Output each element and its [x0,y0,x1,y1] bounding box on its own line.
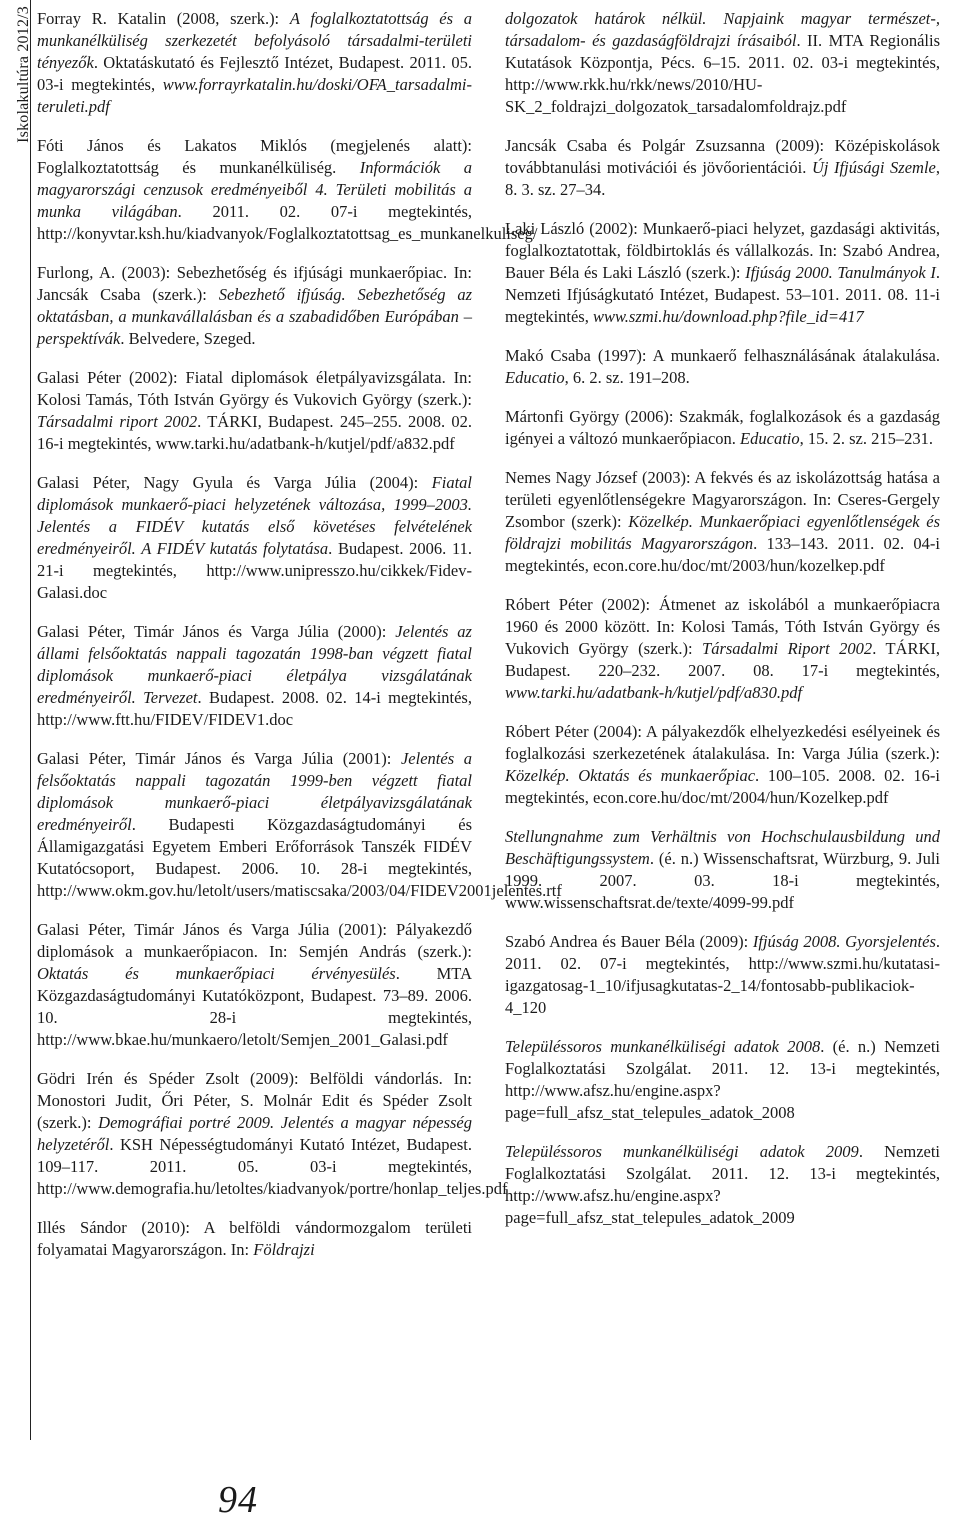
reference-entry [505,218,940,328]
reference-text: Makó Csaba (1997): A munkaerő felhasználásának átalakulása. [505,346,940,365]
reference-text: . Budapest. 2006. 11. 21-i megtekintés, http://www.unipresszo.hu/cikkek/Fidev-Galasi.doc [37,539,472,602]
reference-title: Társadalmi riport 2002 [37,412,198,431]
reference-title: Educatio [505,368,565,387]
reference-text: . Oktatáskutató és Fejlesztő Intézet, Budapest. 2011. 05. 03-i megtekintés, [37,53,472,94]
reference-title: Információk a magyarországi cenzusok eredményeiből 4. Területi mobilitás a munka világában [37,158,472,221]
reference-text: . TÁRKI, Budapest. 245–255. 2008. 02. 16-i megtekintés, www.tarki.hu/adatbank-h/kutjel/pdf/a832.pdf [37,412,472,453]
reference-entry [505,931,940,1019]
reference-entry [37,621,472,731]
reference-text: . (é. n.) Wissenschaftsrat, Würzburg, 9. Juli 1999. 2007. 03. 18-i megtekintés, www.wissenschaftsrat.de/texte/4099-99.pdf [505,849,940,912]
reference-entry [37,919,472,1051]
reference-title: Ifjúság 2000. Tanulmányok I [745,263,936,282]
reference-title: Fiatal diplomások munkaerő-piaci helyzetének változása, 1999–2003. Jelentés a FIDÉV kutatás első követéses felvételének eredményeiről. A FIDÉV kutatás folytatása [37,473,472,558]
reference-text: . Budapest. 2008. 02. 14-i megtekintés, http://www.ftt.hu/FIDEV/FIDEV1.doc [37,688,472,729]
reference-entry [37,472,472,604]
reference-text: Fóti János és Lakatos Miklós (megjelenés alatt): Foglalkoztatottság és munkanélküliség. [37,136,472,177]
reference-text: . 133–143. 2011. 02. 04-i megtekintés, econ.core.hu/doc/mt/2003/hun/kozelkep.pdf [505,534,940,575]
reference-text: . (é. n.) Nemzeti Foglalkoztatási Szolgálat. 2011. 12. 13-i megtekintés, http://www.afsz.hu/engine.aspx?page=full_afsz_stat_telepules_adatok_2008 [505,1037,941,1122]
reference-text: Galasi Péter, Timár János és Varga Júlia (2001): Pályakezdő diplomások a munkaerőpiacon. In: Semjén András (szerk.): [37,920,472,961]
page-number: 94 [218,1479,258,1521]
reference-text: Róbert Péter (2002): Átmenet az iskolából a munkaerőpiacra 1960 és 2000 között. In: Kolosi Tamás, Tóth István György és Vukovich György (szerk.): [505,595,940,658]
reference-entry [37,262,472,350]
reference-entry [505,826,940,914]
reference-text: . Budapesti Közgazdaságtudományi és Államigazgatási Egyetem Emberi Erőforrások Tanszék FIDÉV Kutatócsoport, Budapest. 2006. 10. 28-i megtekintés, http://www.okm.gov.hu/letolt/users/matiscsaka/2003/04/FIDEV2001jelentes.rtf [37,815,562,900]
reference-title: Oktatás és munkaerőpiaci érvényesülés [37,964,396,983]
reference-entry [505,135,940,201]
reference-text: Galasi Péter, Timár János és Varga Júlia (2001): [37,749,401,768]
reference-title: Educatio [740,429,800,448]
reference-title: Településsoros munkanélküliségi adatok 2009 [505,1142,859,1161]
reference-title: Sebezhető ifjúság. Sebezhetőség az oktatásban, a munkavállalásban és a szabadidőben Európában – perspektívák [37,285,472,348]
reference-title: Településsoros munkanélküliségi adatok 2008 [505,1037,821,1056]
journal-name: Iskolakultúra 2012/3 [15,6,32,143]
reference-entry [505,345,940,389]
reference-text: Galasi Péter, Timár János és Varga Júlia (2000): [37,622,396,641]
reference-text: Gödri Irén és Spéder Zsolt (2009): Belföldi vándorlás. In: Monostori Judit, Őri Péter, S. Molnár Edit és Spéder Zsolt (szerk.): [37,1069,472,1132]
reference-list-right [505,8,940,1246]
reference-text: , 15. 2. sz. 215–231. [799,429,933,448]
reference-text: Jancsák Csaba és Polgár Zsuzsanna (2009): Középiskolások továbbtanulási motivációi és jövőorientációi. [505,136,940,177]
reference-title: Jelentés a felsőoktatás nappali tagozatán 1999-ben végzett fiatal diplomások munkaerő-piaci életpályavizsgálatának eredményeiről [37,749,472,834]
reference-text: Forray R. Katalin (2008, szerk.): [37,9,290,28]
reference-title: www.tarki.hu/adatbank-h/kutjel/pdf/a830.pdf [505,683,803,702]
reference-entry [37,748,562,902]
reference-text: . 2011. 02. 07-i megtekintés, http://www.szmi.hu/kutatasi-igazgatosag-1_10/ifjusagkutatas-2_14/fontosabb-publikaciok-4_120 [505,932,940,1017]
reference-text: . Nemzeti Foglalkoztatási Szolgálat. 2011. 12. 13-i megtekintés, http://www.afsz.hu/engine.aspx?page=full_afsz_stat_telepules_adatok_2009 [505,1142,941,1227]
reference-text: . 100–105. 2008. 02. 16-i megtekintés, econ.core.hu/doc/mt/2004/hun/Kozelkep.pdf [505,766,940,807]
reference-title: www.forrayrkatalin.hu/doski/OFA_tarsadalmi-teruleti.pdf [37,75,472,116]
reference-entry [37,1217,472,1261]
reference-text: Laki László (2002): Munkaerő-piaci helyzet, gazdasági aktivitás, foglalkoztatottak, földbirtoklás és vállalkozás. In: Szabó Andrea, Bauer Béla és Laki László (szerk.): [505,219,940,282]
reference-text: Galasi Péter (2002): Fiatal diplomások életpályavizsgálata. In: Kolosi Tamás, Tóth István György és Vukovich György (szerk.): [37,368,472,409]
reference-entry [505,8,940,118]
reference-text: Galasi Péter, Nagy Gyula és Varga Júlia (2004): [37,473,432,492]
reference-text: . 2011. 02. 07-i megtekintés, http://konyvtar.ksh.hu/kiadvanyok/Foglalkoztatottsag_es_munkanelkuliseg/ [37,202,538,243]
reference-title: Földrajzi [253,1240,315,1259]
reference-text: . TÁRKI, Budapest. 220–232. 2007. 08. 17-i megtekintés, [505,639,940,680]
reference-entry [505,1036,940,1124]
reference-text: Furlong, A. (2003): Sebezhetőség és ifjúsági munkaerőpiac. In: Jancsák Csaba (szerk.): [37,263,472,304]
reference-text: , 8. 3. sz. 27–34. [505,158,940,199]
reference-title: Új Ifjúsági Szemle [811,158,936,177]
reference-entry [505,406,940,450]
reference-title: Stellungnahme zum Verhältnis von Hochschulausbildung und Beschäftigungssystem [505,827,940,868]
reference-text: , 6. 2. sz. 191–208. [564,368,690,387]
reference-title: Közelkép. Oktatás és munkaerőpiac [505,766,756,785]
reference-entry [37,135,538,245]
reference-text: Szabó Andrea és Bauer Béla (2009): [505,932,753,951]
reference-entry [37,1068,508,1200]
reference-title: Társadalmi Riport 2002 [702,639,873,658]
reference-text: . KSH Népességtudományi Kutató Intézet, Budapest. 109–117. 2011. 05. 03-i megtekintés, http://www.demografia.hu/letoltes/kiadvanyok/portre/honlap_teljes.pdf [37,1135,508,1198]
reference-text: Nemes Nagy József (2003): A fekvés és az iskolázottság hatása a területi egyenlőtlenségekre Magyarországon. In: Cseres-Gergely Zsombor (szerk): [505,468,940,531]
reference-entry [505,467,940,577]
reference-text: Illés Sándor (2010): A belföldi vándormozgalom területi folyamatai Magyarországon. In: [37,1218,472,1259]
reference-entry [37,367,472,455]
reference-title: Jelentés az állami felsőoktatás nappali tagozatán 1998-ban végzett fiatal diplomások munkaerő-piaci életpálya vizsgálatának eredményeiről. Tervezet [37,622,472,707]
reference-title: www.szmi.hu/download.php?file_id=417 [592,307,864,326]
reference-entry [505,1141,940,1229]
reference-text: . MTA Közgazdaságtudományi Kutatóközpont, Budapest. 73–89. 2006. 10. 28-i megtekintés, http://www.bkae.hu/munkaero/letolt/Semjen_2001_Galasi.pdf [37,964,472,1049]
reference-text: . II. MTA Regionális Kutatások Központja, Pécs. 6–15. 2011. 02. 03-i megtekintés, http://www.rkk.hu/rkk/news/2010/HU-SK_2_foldrajzi_dolgozatok_tarsadalomfoldrajz.pdf [505,31,940,116]
reference-title: Közelkép. Munkaerőpiaci egyenlőtlenségek és földrajzi mobilitás Magyarországon [505,512,941,553]
reference-entry [505,594,940,704]
reference-entry [505,721,940,809]
reference-entry [37,8,472,118]
reference-text: . Nemzeti Ifjúságkutató Intézet, Budapest. 53–101. 2011. 08. 11-i megtekintés, [505,263,940,326]
reference-title: dolgozatok határok nélkül. Napjaink magyar természet-, társadalom- és gazdaságföldrajzi írásaiból [505,9,940,50]
reference-title: Ifjúság 2008. Gyorsjelentés [752,932,936,951]
reference-title: Demográfiai portré 2009. Jelentés a magyar népesség helyzetéről [37,1113,473,1154]
reference-text: Róbert Péter (2004): A pályakezdők elhelyezkedési esélyeinek és foglalkozási szerkezetének átalakulása. In: Varga Júlia (szerk.): [505,722,940,763]
reference-title: A foglalkoztatottság és a munkanélküliség szerkezetét befolyásoló társadalmi-területi tényezők [37,9,473,72]
reference-text: Mártonfi György (2006): Szakmák, foglalkozások és a gazdaság igényei a változó munkaerőpiacon. [505,407,940,448]
journal-side-tab [0,0,31,1440]
reference-text: . Belvedere, Szeged. [120,329,256,348]
